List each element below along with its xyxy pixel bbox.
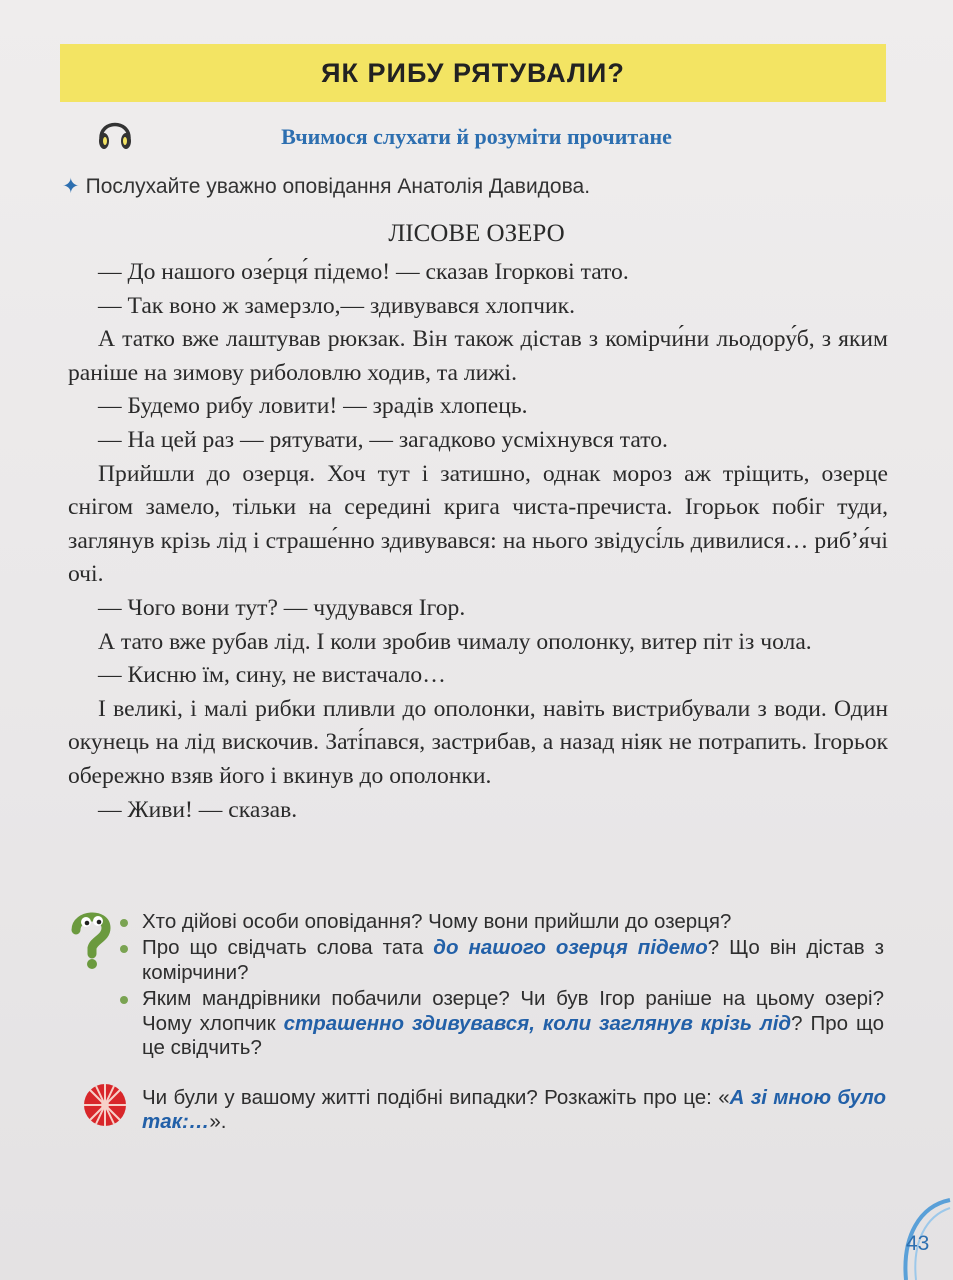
list-item: Хто дійові особи оповідання? Чому вони прийшли до озерця? xyxy=(118,910,884,934)
story-paragraph: — Будемо рибу ловити! — зрадів хлопець. xyxy=(98,393,528,420)
story-paragraph: — На цей раз — рятувати, — загадково усміхнувся тато. xyxy=(98,426,668,453)
questions-list xyxy=(118,910,884,1062)
story-paragraph: — Так воно ж замерзло,— здивувався хлопчик. xyxy=(98,292,576,319)
story-paragraph: А татко вже лаштував рюкзак. Він також дістав з комірчи́ни льодору́б, з яким раніше на зимову риболовлю ходив, та лижі. xyxy=(68,326,888,386)
story-paragraph: А тато вже рубав лід. І коли зробив чималу ополонку, витер піт із чола. xyxy=(98,628,812,655)
question-mark-icon xyxy=(66,908,116,970)
story-paragraph: — Живи! — сказав. xyxy=(98,796,298,823)
story-paragraph: Прийшли до озерця. Хоч тут і затишно, однак мороз аж тріщить, озерце снігом замело, тільки на середині крига чиста-пречиста. Ігорьок побіг туди, заглянув крізь лід і страше́нно здивувався: на нього звідусі́ль дивилися… риб’я́чі очі. xyxy=(68,460,888,588)
list-item: Яким мандрівники побачили озерце? Чи був Ігор раніше на цьому озері? Чому хлопчик страшенно здивувався, коли заглянув крізь лід? Про що це свідчить? xyxy=(118,987,884,1060)
instruction-text: Послухайте уважно оповідання Анатолія Давидова. xyxy=(85,175,591,198)
instruction xyxy=(62,174,590,199)
section-title: Вчимося слухати й розуміти прочитане xyxy=(281,124,672,149)
ball-icon xyxy=(82,1082,128,1128)
tell-prompt: Чи були у вашому житті подібні випадки? Розкажіть про це: «А зі мною було так:…». xyxy=(142,1086,886,1134)
story-paragraph: — Чого вони тут? — чудувався Ігор. xyxy=(98,594,466,621)
title-bar xyxy=(60,44,886,102)
story-title: ЛІСОВЕ ОЗЕРО xyxy=(388,220,565,247)
list-item: Про що свідчать слова тата до нашого озерця підемо? Що він дістав з комірчини? xyxy=(118,936,884,985)
story-paragraph: — Кисню їм, сину, не вистачало… xyxy=(98,662,446,689)
star-bullet-icon: ✦ xyxy=(62,175,80,198)
story-paragraph: І великі, і малі рибки пливли до ополонки, навіть вистрибували з води. Один окунець на лід вискочив. Заті́пався, застрибав, а назад ніяк не потрапить. Ігорьок обережно взяв його і вкинув до ополонки. xyxy=(68,695,888,789)
story-paragraph: — До нашого озе́рця́ підемо! — сказав Ігоркові тато. xyxy=(98,259,629,285)
page-number: 43 xyxy=(906,1232,930,1255)
story-text xyxy=(68,256,888,827)
page-title: ЯК РИБУ РЯТУВАЛИ? xyxy=(321,57,625,88)
